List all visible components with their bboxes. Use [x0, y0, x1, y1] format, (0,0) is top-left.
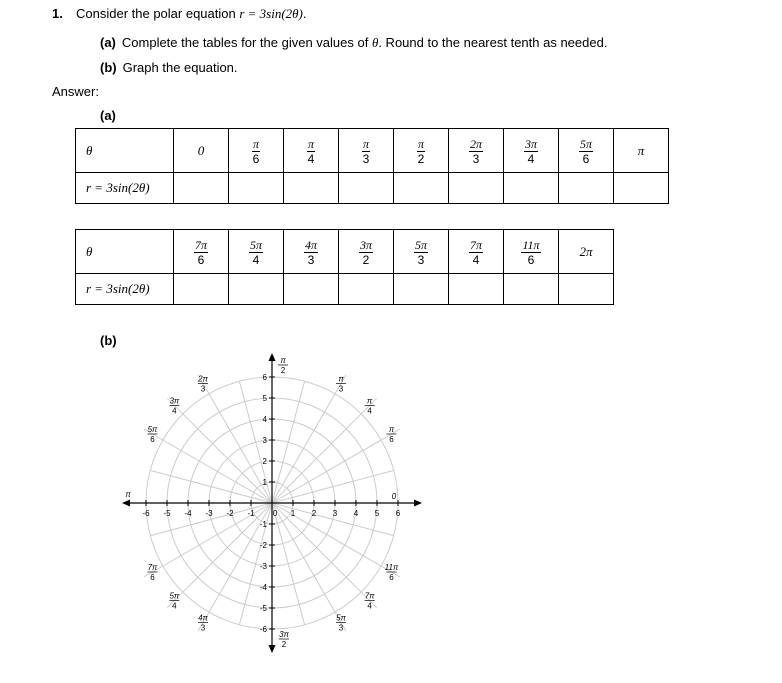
angle-label-numerator: 5π [336, 613, 346, 623]
question-suffix: . [302, 6, 307, 21]
angle-numerator: π [307, 137, 314, 151]
x-tick-label: -3 [205, 509, 213, 518]
y-tick-label: -3 [259, 562, 267, 571]
angle-label-numerator: 2π [198, 374, 208, 384]
y-tick-label: 1 [262, 478, 267, 487]
x-tick-label: 5 [374, 509, 380, 518]
x-tick-label: 6 [395, 509, 401, 518]
angle-numerator: 11π [522, 238, 540, 252]
angle-label: 0 [391, 492, 397, 501]
angle-numerator: 7π [194, 238, 207, 252]
angle-label-numerator: 11π [384, 563, 399, 572]
angle-label-numerator: 7π [147, 563, 158, 572]
x-tick-label: -2 [226, 509, 234, 518]
x-tick-label: 1 [290, 509, 296, 518]
y-tick-label: -5 [259, 604, 267, 613]
angle-numerator: π [362, 137, 369, 151]
answer-b-label: (b) [100, 333, 117, 348]
angle-label-denominator: 4 [367, 601, 372, 611]
angle-label-denominator: 6 [150, 435, 155, 444]
angle-numerator: 3π [524, 137, 537, 151]
angle-denominator: 3 [307, 253, 315, 267]
angle-label-numerator: π [366, 396, 373, 406]
angle-numerator: 2π [469, 137, 482, 151]
x-tick-label: -4 [184, 509, 192, 518]
angle-numerator: 7π [469, 238, 482, 252]
angle-denominator: 6 [252, 152, 260, 166]
x-tick-label: -1 [247, 509, 255, 518]
angle-label-denominator: 3 [338, 623, 344, 633]
angle-denominator: 4 [307, 152, 315, 166]
part-a-label: (a) [100, 35, 116, 50]
angle-label-numerator: 3π [169, 396, 180, 406]
angle-denominator: 3 [417, 253, 425, 267]
x-tick-label: 3 [332, 509, 338, 518]
x-tick-label: -5 [163, 509, 171, 518]
theta-header: θ [76, 230, 174, 274]
part-a-tail: . Round to the nearest tenth as needed. [378, 35, 608, 50]
angle-denominator: 3 [362, 152, 370, 166]
angle-label-numerator: π [388, 425, 395, 434]
x-axis-arrow-right [414, 500, 422, 507]
angle-value: π [637, 142, 645, 158]
answer-a-label: (a) [100, 108, 116, 123]
part-b-text: Graph the equation. [122, 60, 238, 75]
y-axis-arrow-down [269, 645, 276, 653]
angle-numerator: 3π [359, 238, 372, 252]
question-equation: r = 3sin(2θ) [239, 6, 303, 21]
y-tick-label: 2 [262, 457, 267, 466]
angle-numerator: 5π [249, 238, 262, 252]
angle-label-denominator: 3 [338, 384, 344, 394]
angle-label-numerator: π [280, 356, 286, 365]
angle-denominator: 4 [472, 253, 480, 267]
x-tick-label: -6 [142, 509, 150, 518]
x-tick-label: 4 [353, 509, 359, 518]
angle-numerator: 5π [414, 238, 427, 252]
part-a-text: Complete the tables for the given values of [121, 35, 372, 50]
x-tick-label: 0 [272, 509, 278, 518]
part-a-variable: θ [371, 35, 379, 50]
angle-label-denominator: 3 [200, 623, 206, 633]
angle-label-denominator: 4 [367, 406, 372, 416]
y-tick-label: -1 [259, 520, 267, 529]
angle-value: 0 [197, 142, 205, 158]
angle-label-numerator: 4π [198, 613, 208, 623]
angle-label-denominator: 4 [172, 601, 177, 611]
angle-label-numerator: 7π [364, 591, 375, 601]
y-tick-label: 6 [262, 373, 267, 382]
angle-denominator: 6 [527, 253, 535, 267]
r-header-text: r = 3sin(2θ) [86, 281, 150, 296]
r-header-text: r = 3sin(2θ) [86, 180, 150, 195]
angle-label-numerator: 3π [279, 630, 289, 639]
y-axis-arrow-up [269, 353, 276, 361]
answer-label: Answer: [52, 84, 99, 99]
y-tick-label: 4 [262, 415, 267, 424]
y-tick-label: 3 [262, 436, 267, 445]
angle-denominator: 3 [472, 152, 480, 166]
angle-label-denominator: 6 [389, 435, 394, 444]
angle-label: π [125, 490, 131, 499]
y-tick-label: -2 [259, 541, 267, 550]
angle-denominator: 6 [582, 152, 590, 166]
angle-label-denominator: 2 [280, 366, 286, 375]
question-prefix: Consider the polar equation [76, 6, 240, 21]
y-tick-label: 5 [262, 394, 267, 403]
y-tick-label: -4 [259, 583, 267, 592]
angle-numerator: 4π [304, 238, 317, 252]
angle-numerator: π [252, 137, 259, 151]
theta-header: θ [76, 129, 174, 173]
y-tick-label: -6 [259, 625, 267, 634]
angle-denominator: 4 [252, 253, 260, 267]
angle-label-denominator: 6 [389, 573, 394, 582]
angle-denominator: 6 [197, 253, 205, 267]
question-number: 1. [52, 6, 63, 21]
angle-numerator: π [417, 137, 424, 151]
angle-label-numerator: π [338, 374, 344, 384]
angle-label-denominator: 2 [281, 640, 287, 649]
part-b-label: (b) [100, 60, 117, 75]
angle-value: 2π [579, 243, 593, 259]
angle-label-denominator: 6 [150, 573, 155, 582]
angle-label-numerator: 5π [169, 591, 180, 601]
angle-denominator: 2 [417, 152, 425, 166]
angle-label-denominator: 4 [172, 406, 177, 416]
angle-denominator: 4 [527, 152, 535, 166]
angle-numerator: 5π [579, 137, 592, 151]
angle-denominator: 2 [362, 253, 370, 267]
angle-label-denominator: 3 [200, 384, 206, 394]
x-tick-label: 2 [311, 509, 317, 518]
angle-label-numerator: 5π [147, 425, 158, 434]
x-axis-arrow-left [122, 500, 130, 507]
